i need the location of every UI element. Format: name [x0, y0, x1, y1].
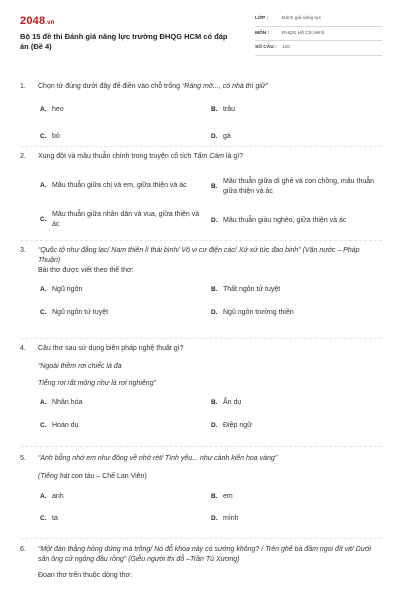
- option-letter: B.: [211, 286, 218, 293]
- option-c[interactable]: [40, 210, 200, 229]
- divider: [20, 446, 382, 447]
- options: [20, 98, 382, 150]
- option-a[interactable]: [40, 285, 200, 295]
- option-letter: A.: [40, 399, 47, 406]
- question-text-tail: là gì?: [224, 153, 244, 160]
- site-logo[interactable]: [20, 15, 55, 27]
- question-number: 1.: [20, 83, 26, 90]
- question-number: 6.: [20, 546, 26, 553]
- option-text: Mâu thuẫn giữa dì ghẻ và con chồng, mâu thuẫn giữa thiện và ác: [223, 178, 375, 195]
- question-text: Câu thơ sau sử dụng biện pháp nghệ thuật gì?: [38, 345, 184, 352]
- option-text: Ngũ ngôn trường thiên: [223, 309, 294, 316]
- meta-row-class: [255, 12, 382, 27]
- option-text: Nhân hóa: [52, 399, 83, 406]
- option-letter: D.: [211, 422, 218, 429]
- question-text: [38, 545, 382, 565]
- option-letter: C.: [40, 422, 47, 429]
- question-text-plain: Chọn từ đúng dưới đây để điền vào chỗ trống: [38, 83, 182, 90]
- option-letter: A.: [40, 493, 47, 500]
- divider: [20, 538, 382, 539]
- option-letter: B.: [211, 493, 218, 500]
- meta-value: 120: [282, 45, 291, 51]
- option-a[interactable]: [40, 105, 200, 115]
- question-4: [20, 344, 382, 441]
- question-number: 2.: [20, 153, 26, 160]
- divider: [20, 240, 382, 241]
- option-text: heo: [52, 106, 64, 113]
- quote-line-1: “Ngoài thềm rơi chiếc lá đa: [38, 363, 122, 370]
- source-italic: (Tiếng hát con tàu: [38, 473, 95, 480]
- question-subtext: Bài thơ được viết theo thể thơ:: [38, 267, 134, 274]
- option-text: mình: [223, 515, 239, 522]
- question-text: [38, 152, 382, 162]
- document-title: Bộ 15 đề thi Đánh giá năng lực trường ĐHQG HCM có đáp án (Đề 4): [20, 32, 228, 51]
- logo-main: 2048: [20, 15, 46, 27]
- options: [20, 168, 382, 250]
- meta-value: ĐHQG Hồ Chí Minh: [282, 30, 325, 36]
- question-number: 3.: [20, 247, 26, 254]
- divider: [20, 146, 382, 147]
- meta-key: MÔN :: [255, 30, 270, 36]
- option-letter: D.: [211, 133, 218, 140]
- question-text-plain: Xung đột và mâu thuẫn chính trong truyện cổ tích: [38, 153, 194, 160]
- question-text-italic: “Một đàn thằng hỏng đứng mà trông/ Nó đỗ khoa này có sướng không? / Trên ghế bà đầm ngoi đít vịt/ Dưới sân ông cử ngỏng đầu rồng”: [38, 546, 371, 563]
- option-letter: D.: [211, 515, 218, 522]
- quote-line-2: Tiếng rơi rất mỏng như là rơi nghiêng”: [38, 380, 156, 387]
- option-text: Hoán dụ: [52, 422, 79, 429]
- option-letter: C.: [40, 309, 47, 316]
- question-text: “Quốc tộ như đằng lạc/ Nam thiên lí thái bình/ Vô vi cư điện các/ Xứ xứ tức đao binh” (Vận nước – Pháp Thuận): [38, 247, 360, 264]
- option-b[interactable]: [211, 492, 381, 502]
- option-text: gà: [223, 133, 231, 140]
- option-letter: D.: [211, 309, 218, 316]
- option-text: trâu: [223, 106, 236, 113]
- option-b[interactable]: [211, 398, 381, 408]
- question-5: [20, 454, 382, 534]
- option-c[interactable]: [40, 308, 200, 318]
- option-text: Ngũ ngôn: [52, 286, 83, 293]
- option-letter: C.: [40, 515, 47, 522]
- option-b[interactable]: [211, 177, 382, 196]
- option-text: Mâu thuẫn giàu nghèo, giữa thiện và ác: [223, 217, 347, 224]
- option-d[interactable]: [211, 308, 381, 318]
- option-c[interactable]: [40, 421, 200, 431]
- meta-key: SỐ CÂU :: [255, 45, 277, 51]
- option-text: bò: [52, 133, 60, 140]
- option-d[interactable]: [211, 421, 381, 431]
- question-source: [20, 472, 382, 482]
- option-letter: A.: [40, 182, 47, 189]
- options: [20, 395, 382, 441]
- meta-table: [255, 12, 382, 56]
- options: [20, 282, 382, 328]
- option-text: Ẩn dụ: [223, 399, 242, 406]
- question-2: [20, 152, 382, 250]
- question-number: 5.: [20, 455, 26, 462]
- question-text-tail: (Giễu người thi đỗ –Trần Tú Xương): [126, 556, 240, 563]
- option-letter: C.: [40, 133, 47, 140]
- option-letter: B.: [211, 182, 218, 190]
- divider: [20, 338, 382, 339]
- option-a[interactable]: [40, 492, 200, 502]
- option-text: Ngũ ngôn tứ tuyệt: [52, 309, 109, 316]
- option-text: Điệp ngữ: [223, 422, 252, 429]
- option-d[interactable]: [211, 132, 381, 142]
- meta-row-count: [255, 41, 382, 56]
- question-3: [20, 246, 382, 328]
- meta-key: LỚP :: [255, 16, 269, 22]
- question-1: [20, 82, 382, 150]
- source-plain: – Chế Lan Viên): [94, 473, 147, 480]
- meta-value: Đánh giá năng lực: [282, 16, 322, 22]
- option-a[interactable]: [40, 181, 215, 191]
- meta-row-subject: [255, 27, 382, 42]
- question-text-italic: Tấm Cám: [193, 153, 224, 160]
- header: [20, 12, 382, 60]
- option-d[interactable]: [211, 514, 381, 524]
- option-b[interactable]: [211, 285, 381, 295]
- option-letter: B.: [211, 399, 218, 406]
- option-letter: C.: [40, 215, 47, 223]
- option-a[interactable]: [40, 398, 200, 408]
- option-text: em: [223, 493, 233, 500]
- option-text: Thất ngôn tứ tuyệt: [223, 286, 281, 293]
- option-text: ta: [52, 515, 58, 522]
- option-text: Mâu thuẫn giữa chị và em, giữa thiện và ác: [52, 182, 187, 189]
- option-letter: A.: [40, 286, 47, 293]
- option-text: anh: [52, 493, 64, 500]
- logo-suffix: .vn: [45, 20, 55, 26]
- option-c[interactable]: [40, 132, 200, 142]
- question-text: “Anh bỗng nhớ em như đông về nhớ rét/ Tình yêu... như cánh kiến hoa vàng”: [38, 455, 278, 462]
- option-d[interactable]: [211, 216, 382, 226]
- option-b[interactable]: [211, 105, 381, 115]
- question-6: [20, 545, 382, 581]
- question-subtext: Đoạn thơ trên thuộc dòng thơ:: [38, 572, 133, 579]
- question-number: 4.: [20, 345, 26, 352]
- option-letter: B.: [211, 106, 218, 113]
- question-text: [38, 82, 382, 92]
- option-letter: A.: [40, 106, 47, 113]
- option-letter: D.: [211, 217, 218, 224]
- options: [20, 488, 382, 534]
- option-text: Mâu thuẫn giữa nhân dân và vua, giữa thiện và ác: [52, 211, 200, 228]
- option-c[interactable]: [40, 514, 200, 524]
- question-text-italic: “Ráng mỡ..., có nhà thì giữ”: [181, 83, 268, 90]
